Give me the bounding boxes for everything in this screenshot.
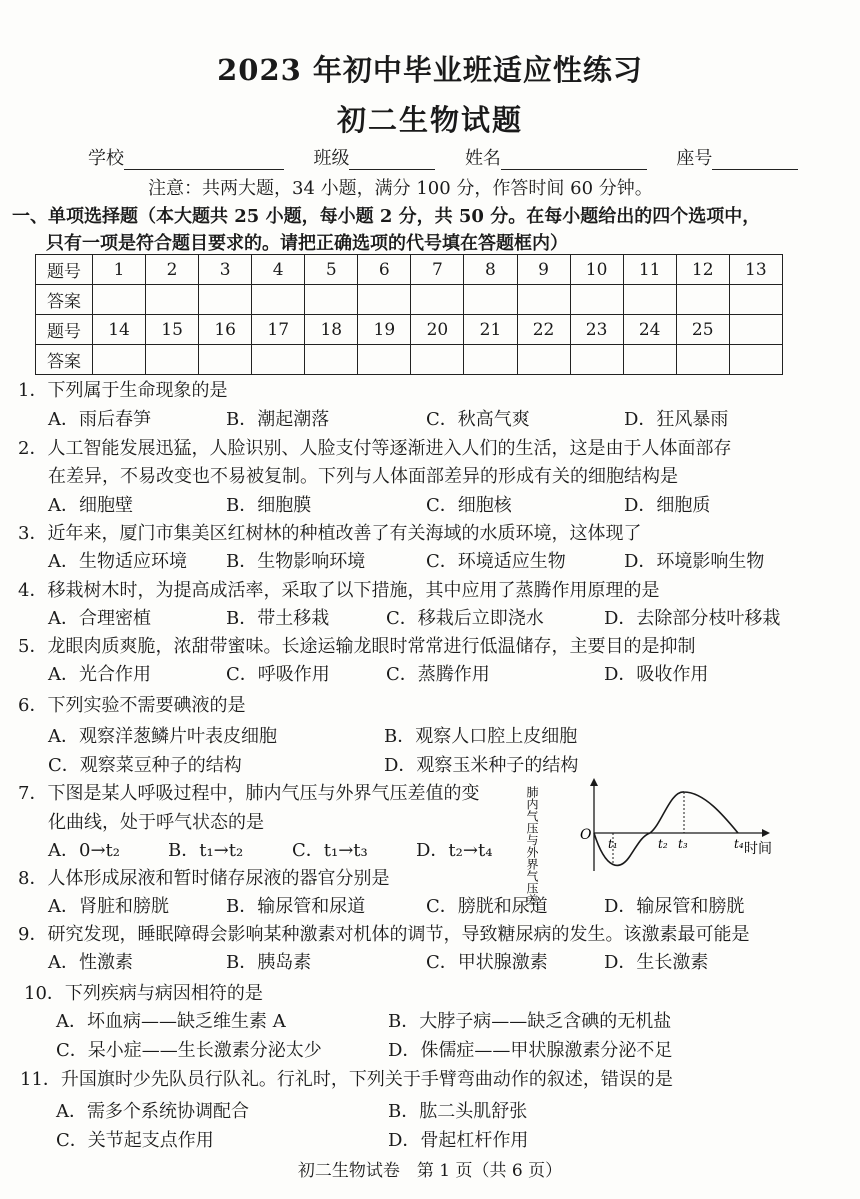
- answer-cell[interactable]: [199, 345, 252, 375]
- question-2-option-a: A．细胞壁: [48, 495, 133, 516]
- answer-cell[interactable]: [676, 345, 729, 375]
- question-4-option-c: C．移栽后立即浇水: [386, 608, 544, 629]
- question-1-option-b: B．潮起潮落: [226, 409, 330, 430]
- answer-cell[interactable]: [146, 285, 199, 315]
- seat-blank[interactable]: [712, 151, 798, 170]
- graph-y-label: 肺内气压与外界气压差: [525, 786, 539, 906]
- question-8-option-a: A．肾脏和膀胱: [48, 896, 169, 917]
- table-cell: 10: [570, 255, 623, 285]
- table-cell: 8: [464, 255, 517, 285]
- graph-x-label: 时间: [744, 841, 772, 857]
- question-5-option-d: D．吸收作用: [604, 664, 709, 685]
- question-8-option-c: C．膀胱和尿道: [426, 896, 548, 917]
- name-label: 姓名: [464, 148, 501, 169]
- question-9-option-d: D．生长激素: [604, 952, 709, 973]
- question-11-option-d: D．骨起杠杆作用: [388, 1130, 529, 1151]
- table-row: [36, 285, 783, 315]
- table-row: [36, 345, 783, 375]
- table-cell: 6: [358, 255, 411, 285]
- table-cell: [729, 315, 782, 345]
- question-1-option-c: C．秋高气爽: [426, 409, 530, 430]
- class-blank[interactable]: [349, 151, 435, 170]
- graph-x-arrow: [762, 829, 770, 837]
- class-label: 班级: [313, 148, 350, 169]
- question-6-stem: 6．下列实验不需要碘液的是: [18, 695, 246, 716]
- question-9-option-c: C．甲状腺激素: [426, 952, 548, 973]
- answer-cell[interactable]: [729, 285, 782, 315]
- answer-cell[interactable]: [93, 345, 146, 375]
- table-cell: 3: [199, 255, 252, 285]
- question-5-option-b: C．呼吸作用: [226, 664, 330, 685]
- answer-cell[interactable]: [411, 285, 464, 315]
- table-cell: 19: [358, 315, 411, 345]
- answer-cell[interactable]: [464, 285, 517, 315]
- question-4-option-a: A．合理密植: [48, 608, 151, 629]
- question-2-stem-line1: 2．人工智能发展迅猛，人脸识别、人脸支付等逐渐进入人们的生活，这是由于人体面部存: [18, 438, 732, 459]
- answer-table: [35, 254, 783, 375]
- page-footer: 初二生物试卷 第 1 页（共 6 页）: [297, 1161, 563, 1181]
- answer-cell[interactable]: [729, 345, 782, 375]
- question-7-option-a: A．0→t₂: [48, 840, 120, 861]
- table-cell: 23: [570, 315, 623, 345]
- table-cell: 21: [464, 315, 517, 345]
- question-3-stem: 3．近年来，厦门市集美区红树林的种植改善了有关海域的水质环境，这体现了: [18, 523, 642, 544]
- graph-tick-t4: t₄: [734, 837, 744, 851]
- graph-tick-t3: t₃: [678, 837, 688, 851]
- graph-tick-t1: t₁: [608, 837, 618, 851]
- page-title: 2023 年初中毕业班适应性练习: [217, 53, 643, 87]
- answer-cell[interactable]: [464, 345, 517, 375]
- question-10-option-b: B．大脖子病——缺乏含碘的无机盐: [388, 1011, 672, 1032]
- table-row: [36, 255, 783, 285]
- question-3-option-d: D．环境影响生物: [624, 551, 765, 572]
- seat-label: 座号: [676, 148, 713, 169]
- graph-origin: O: [580, 827, 592, 843]
- answer-cell[interactable]: [570, 345, 623, 375]
- question-2-option-d: D．细胞质: [624, 495, 711, 516]
- name-blank[interactable]: [501, 151, 647, 170]
- answer-cell[interactable]: [517, 345, 570, 375]
- school-label: 学校: [88, 148, 124, 169]
- answer-cell[interactable]: [411, 345, 464, 375]
- question-7-option-c: C．t₁→t₃: [292, 840, 368, 861]
- question-10-option-c: C．呆小症——生长激素分泌太少: [56, 1040, 322, 1061]
- answer-cell[interactable]: [305, 285, 358, 315]
- table-cell: 25: [676, 315, 729, 345]
- answer-label: 答案: [36, 345, 93, 375]
- question-11-option-c: C．关节起支点作用: [56, 1130, 214, 1151]
- question-9-option-a: A．性激素: [48, 952, 133, 973]
- question-3-option-b: B．生物影响环境: [226, 551, 366, 572]
- question-6-option-b: B．观察人口腔上皮细胞: [384, 726, 578, 747]
- answer-cell[interactable]: [623, 345, 676, 375]
- graph-y-arrow: [590, 778, 598, 786]
- table-cell: 15: [146, 315, 199, 345]
- answer-cell[interactable]: [623, 285, 676, 315]
- question-8-stem: 8．人体形成尿液和暂时储存尿液的器官分别是: [18, 868, 390, 889]
- student-info-line: [88, 144, 798, 170]
- question-5-option-a: A．光合作用: [48, 664, 151, 685]
- graph-curve: [594, 792, 738, 865]
- question-5-option-c: C．蒸腾作用: [386, 664, 490, 685]
- question-4-option-b: B．带土移栽: [226, 608, 330, 629]
- question-4-option-d: D．去除部分枝叶移栽: [604, 608, 781, 629]
- answer-cell[interactable]: [146, 345, 199, 375]
- table-cell: 18: [305, 315, 358, 345]
- question-7-option-d: D．t₂→t₄: [416, 840, 493, 861]
- table-cell: 5: [305, 255, 358, 285]
- question-3-option-c: C．环境适应生物: [426, 551, 566, 572]
- table-cell: 12: [676, 255, 729, 285]
- question-10-option-a: A．坏血病——缺乏维生素 A: [56, 1011, 286, 1032]
- answer-cell[interactable]: [305, 345, 358, 375]
- table-cell: 1: [93, 255, 146, 285]
- question-10-option-d: D．侏儒症——甲状腺激素分泌不足: [388, 1040, 673, 1061]
- table-cell: 9: [517, 255, 570, 285]
- answer-cell[interactable]: [358, 345, 411, 375]
- table-cell: 16: [199, 315, 252, 345]
- pressure-difference-graph: [525, 776, 792, 906]
- answer-cell[interactable]: [93, 285, 146, 315]
- answer-cell[interactable]: [676, 285, 729, 315]
- school-blank[interactable]: [124, 151, 284, 170]
- exam-subject-title: 初二生物试题: [336, 103, 523, 137]
- table-cell: 14: [93, 315, 146, 345]
- question-2-option-c: C．细胞核: [426, 495, 512, 516]
- answer-cell[interactable]: [570, 285, 623, 315]
- question-1-option-a: A．雨后春笋: [48, 409, 151, 430]
- question-1-stem: 1．下列属于生命现象的是: [18, 380, 228, 401]
- question-6-option-d: D．观察玉米种子的结构: [384, 755, 579, 776]
- table-cell: 2: [146, 255, 199, 285]
- question-1-option-d: D．狂风暴雨: [624, 409, 729, 430]
- question-7-stem-line2: 化曲线，处于呼气状态的是: [48, 812, 264, 833]
- answer-cell[interactable]: [252, 285, 305, 315]
- graph-tick-t2: t₂: [658, 837, 668, 851]
- table-cell: 4: [252, 255, 305, 285]
- answer-cell[interactable]: [199, 285, 252, 315]
- table-cell: 13: [729, 255, 782, 285]
- table-cell: 20: [411, 315, 464, 345]
- answer-cell[interactable]: [358, 285, 411, 315]
- question-number-label: 题号: [36, 315, 93, 345]
- answer-cell[interactable]: [252, 345, 305, 375]
- section-heading-line2: 只有一项是符合题目要求的。请把正确选项的代号填在答题框内）: [46, 233, 568, 254]
- table-cell: 17: [252, 315, 305, 345]
- answer-label: 答案: [36, 285, 93, 315]
- question-2-stem-line2: 在差异，不易改变也不易被复制。下列与人体面部差异的形成有关的细胞结构是: [48, 466, 678, 487]
- question-11-option-b: B．肱二头肌舒张: [388, 1101, 528, 1122]
- question-7-option-b: B．t₁→t₂: [168, 840, 244, 861]
- question-7-stem-line1: 7．下图是某人呼吸过程中，肺内气压与外界气压差值的变: [18, 783, 480, 804]
- question-4-stem: 4．移栽树木时，为提高成活率，采取了以下措施，其中应用了蒸腾作用原理的是: [18, 580, 660, 601]
- table-cell: 7: [411, 255, 464, 285]
- question-8-option-d: D．输尿管和膀胱: [604, 896, 745, 917]
- question-3-option-a: A．生物适应环境: [48, 551, 187, 572]
- answer-cell[interactable]: [517, 285, 570, 315]
- question-11-stem: 11．升国旗时少先队员行队礼。行礼时，下列关于手臂弯曲动作的叙述，错误的是: [20, 1069, 673, 1090]
- question-2-option-b: B．细胞膜: [226, 495, 312, 516]
- question-8-option-b: B．输尿管和尿道: [226, 896, 366, 917]
- table-row: [36, 315, 783, 345]
- section-heading-line1: 一、单项选择题（本大题共 25 小题，每小题 2 分，共 50 分。在每小题给出的四个选项中，: [12, 206, 761, 227]
- table-cell: 22: [517, 315, 570, 345]
- question-5-stem: 5．龙眼肉质爽脆，浓甜带蜜味。长途运输龙眼时常常进行低温储存，主要目的是抑制: [18, 636, 696, 657]
- exam-note: 注意：共两大题，34 小题，满分 100 分，作答时间 60 分钟。: [148, 178, 653, 199]
- question-6-option-a: A．观察洋葱鳞片叶表皮细胞: [48, 726, 277, 747]
- table-cell: 24: [623, 315, 676, 345]
- question-6-option-c: C．观察菜豆种子的结构: [48, 755, 242, 776]
- question-9-stem: 9．研究发现，睡眠障碍会影响某种激素对机体的调节，导致糖尿病的发生。该激素最可能是: [18, 924, 750, 945]
- question-9-option-b: B．胰岛素: [226, 952, 312, 973]
- question-number-label: 题号: [36, 255, 93, 285]
- question-11-option-a: A．需多个系统协调配合: [56, 1101, 249, 1122]
- table-cell: 11: [623, 255, 676, 285]
- question-10-stem: 10．下列疾病与病因相符的是: [24, 983, 263, 1004]
